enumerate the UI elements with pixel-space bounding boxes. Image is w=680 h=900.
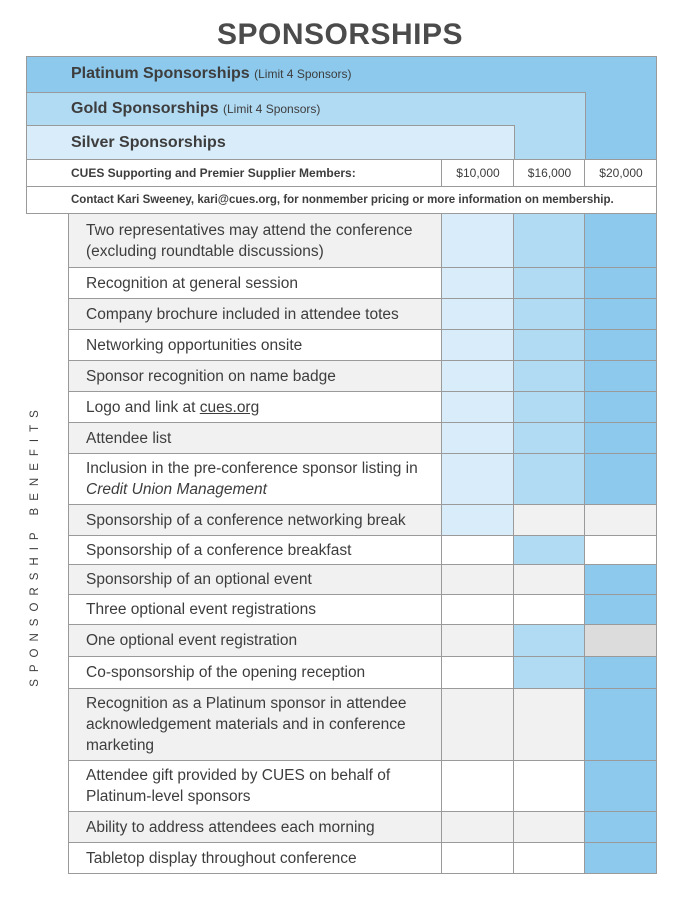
silver-benefit-cell (441, 595, 513, 624)
benefit-row (68, 843, 657, 874)
silver-benefit-cell (441, 330, 513, 360)
platinum-benefit-cell (584, 843, 656, 873)
platinum-tier-label (71, 65, 352, 83)
gold-benefit-cell (513, 330, 584, 360)
gold-tier-limit: (Limit 4 Sponsors) (223, 102, 321, 116)
benefit-name (69, 454, 441, 504)
gold-benefit-cell (513, 595, 584, 624)
gold-benefit-cell (513, 268, 584, 298)
silver-benefit-cell (441, 454, 513, 504)
benefit-text: Ability to address attendees each morning (86, 818, 375, 836)
benefit-row (68, 214, 657, 268)
silver-benefit-cell (441, 361, 513, 391)
benefit-name (69, 268, 441, 298)
benefit-row (68, 454, 657, 505)
platinum-benefit-cell (584, 565, 656, 594)
platinum-benefit-cell (584, 299, 656, 329)
platinum-benefit-cell (584, 505, 656, 535)
side-label-text: SPONSORSHIP BENEFITS (29, 403, 41, 687)
silver-benefit-cell (441, 657, 513, 688)
cues-org-link[interactable]: cues.org (199, 398, 260, 416)
benefit-row (68, 761, 657, 812)
benefit-row (68, 299, 657, 330)
platinum-price: $20,000 (584, 160, 657, 186)
contact-row (26, 186, 657, 214)
platinum-benefit-cell (584, 812, 656, 842)
benefit-text: Two representatives may attend the conference (excluding roundtable discussions) (86, 221, 413, 260)
platinum-benefit-cell (584, 392, 656, 422)
benefit-name (69, 214, 441, 267)
silver-benefit-cell (441, 565, 513, 594)
benefit-text: Three optional event registrations (86, 601, 317, 618)
benefit-text: Co-sponsorship of the opening reception (86, 664, 366, 681)
platinum-tier-limit: (Limit 4 Sponsors) (254, 67, 352, 81)
benefit-row (68, 689, 657, 761)
benefit-row (68, 361, 657, 392)
benefit-text: Recognition as a Platinum sponsor in attendee acknowledgement materials and in conference marketing (86, 695, 407, 754)
silver-benefit-cell (441, 761, 513, 811)
gold-benefit-cell (513, 505, 584, 535)
benefit-text: Logo and link at (86, 398, 200, 416)
benefit-text: Recognition at general session (86, 274, 298, 292)
benefit-row (68, 505, 657, 536)
silver-benefit-cell (441, 843, 513, 873)
benefit-name (69, 330, 441, 360)
gold-price: $16,000 (513, 160, 585, 186)
platinum-benefit-cell (584, 536, 656, 564)
benefit-row (68, 268, 657, 299)
benefit-name (69, 689, 441, 760)
benefit-row (68, 657, 657, 689)
silver-benefit-cell (441, 536, 513, 564)
benefit-text: Networking opportunities onsite (86, 336, 303, 354)
platinum-benefit-cell (584, 625, 656, 656)
gold-benefit-cell (513, 454, 584, 504)
benefit-name (69, 565, 441, 594)
gold-benefit-cell (513, 392, 584, 422)
benefit-text: Tabletop display throughout conference (86, 849, 357, 867)
benefit-row (68, 595, 657, 625)
gold-benefit-cell (513, 761, 584, 811)
benefit-name (69, 536, 441, 564)
silver-benefit-cell (441, 689, 513, 760)
benefit-name (69, 843, 441, 873)
gold-benefit-cell (513, 536, 584, 564)
benefit-row (68, 565, 657, 595)
benefit-name (69, 361, 441, 391)
gold-benefit-cell (513, 843, 584, 873)
silver-tier-label (71, 134, 226, 152)
benefit-text: Sponsorship of a conference breakfast (86, 541, 352, 559)
benefit-row (68, 536, 657, 565)
platinum-benefit-cell (584, 268, 656, 298)
benefit-text: Company brochure included in attendee totes (86, 305, 399, 323)
platinum-benefit-cell (584, 214, 656, 267)
platinum-benefit-cell (584, 423, 656, 453)
benefit-text: Sponsor recognition on name badge (86, 367, 336, 385)
silver-benefit-cell (441, 625, 513, 656)
benefit-text: Credit Union Management (86, 481, 267, 498)
benefit-row (68, 392, 657, 423)
silver-benefit-cell (441, 423, 513, 453)
silver-benefit-cell (441, 392, 513, 422)
silver-benefit-cell (441, 299, 513, 329)
silver-benefit-cell (441, 505, 513, 535)
benefit-text: Sponsorship of a conference networking break (86, 511, 406, 529)
gold-benefit-cell (513, 625, 584, 656)
silver-benefit-cell (441, 812, 513, 842)
member-pricing-row (26, 159, 657, 187)
page-title: SPONSORSHIPS (216, 18, 464, 51)
gold-benefit-cell (513, 657, 584, 688)
benefit-name (69, 299, 441, 329)
benefit-name (69, 761, 441, 811)
benefit-text: Attendee gift provided by CUES on behalf of Platinum-level sponsors (86, 767, 391, 805)
gold-benefit-cell (513, 299, 584, 329)
benefit-text: Sponsorship of an optional event (86, 571, 312, 588)
platinum-tier-name: Platinum Sponsorships (71, 65, 250, 82)
benefit-row (68, 812, 657, 843)
gold-benefit-cell (513, 565, 584, 594)
benefit-name (69, 423, 441, 453)
gold-tier-label (71, 100, 320, 118)
silver-tier-name: Silver Sponsorships (71, 134, 226, 151)
benefit-name (69, 625, 441, 656)
platinum-benefit-cell (584, 761, 656, 811)
benefit-row (68, 423, 657, 454)
benefit-name (69, 812, 441, 842)
benefit-text: One optional event registration (86, 632, 298, 649)
benefit-name (69, 392, 441, 422)
benefit-row (68, 625, 657, 657)
benefit-text: Attendee list (86, 429, 172, 447)
gold-tier-name: Gold Sponsorships (71, 100, 219, 117)
gold-benefit-cell (513, 812, 584, 842)
platinum-benefit-cell (584, 595, 656, 624)
platinum-benefit-cell (584, 657, 656, 688)
gold-benefit-cell (513, 214, 584, 267)
silver-benefit-cell (441, 268, 513, 298)
silver-benefit-cell (441, 214, 513, 267)
platinum-benefit-cell (584, 330, 656, 360)
benefit-name (69, 595, 441, 624)
gold-benefit-cell (513, 423, 584, 453)
benefit-row (68, 330, 657, 361)
benefit-name (69, 657, 441, 688)
benefit-name (69, 505, 441, 535)
silver-price: $10,000 (441, 160, 514, 186)
benefit-text: Inclusion in the pre-conference sponsor listing in (86, 460, 418, 477)
platinum-benefit-cell (584, 454, 656, 504)
benefits-table (68, 214, 657, 874)
platinum-benefit-cell (584, 361, 656, 391)
contact-text: Contact Kari Sweeney, kari@cues.org, for nonmember pricing or more information on membership. (71, 194, 614, 206)
platinum-benefit-cell (584, 689, 656, 760)
gold-benefit-cell (513, 361, 584, 391)
silver-tier-band (26, 125, 515, 160)
member-pricing-label: CUES Supporting and Premier Supplier Members: (71, 166, 356, 180)
gold-benefit-cell (513, 689, 584, 760)
